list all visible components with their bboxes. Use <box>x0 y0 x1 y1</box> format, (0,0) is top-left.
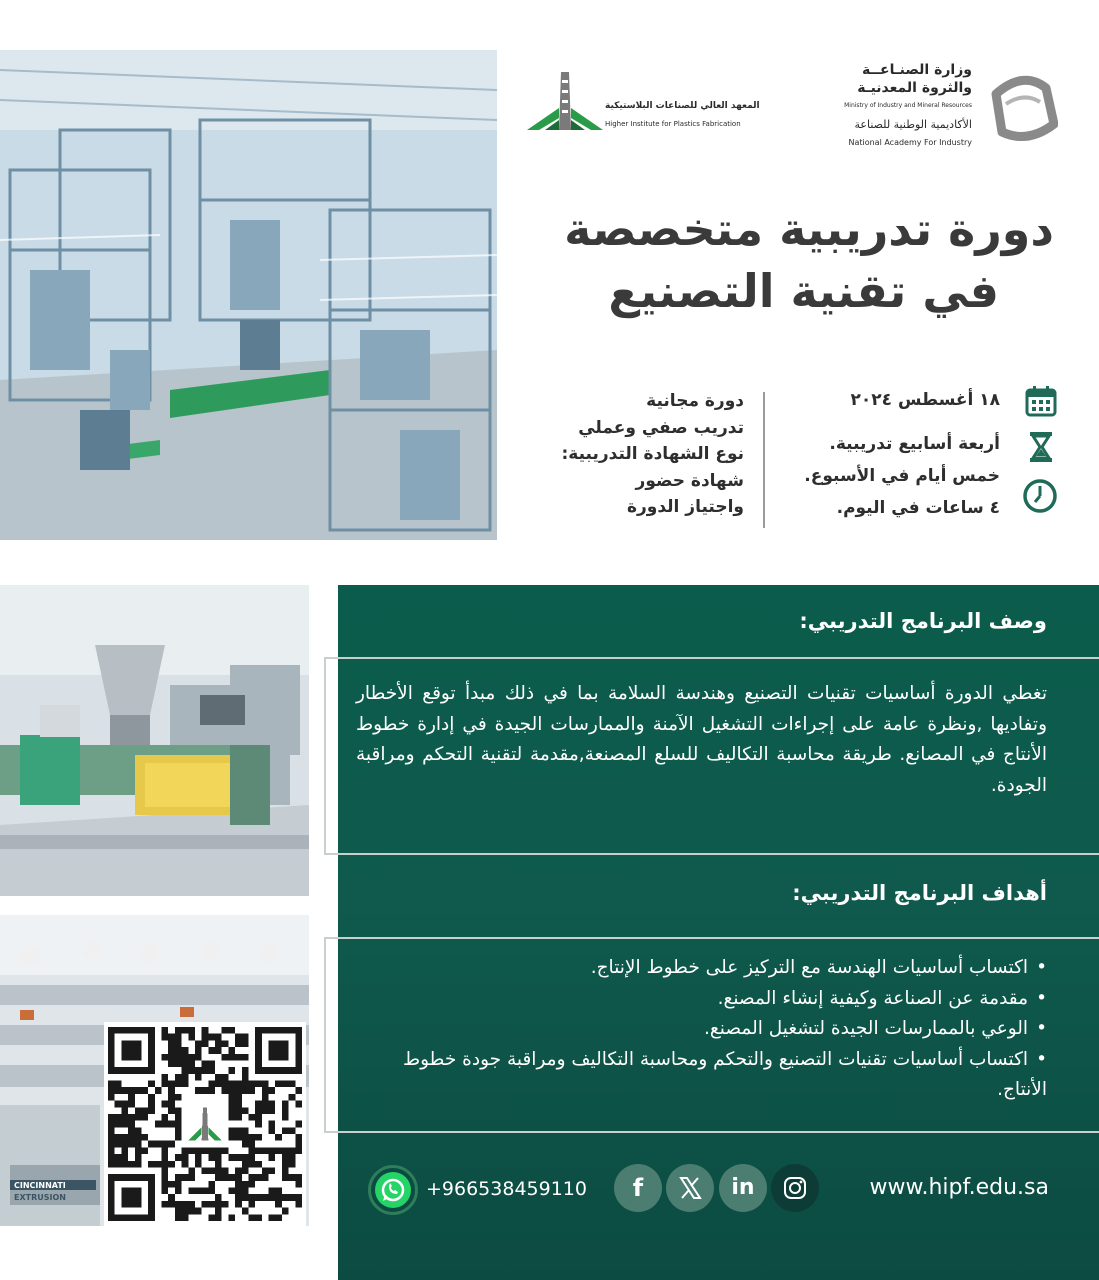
goal-item: • اكتساب أساسيات الهندسة مع التركيز على خطوط الإنتاج. <box>356 953 1047 984</box>
certificate-type-value-line1: شهادة حضور <box>635 470 744 491</box>
course-date: ١٨ أغسطس ٢٠٢٤ <box>850 390 1000 410</box>
hipf-name-ar: المعهد العالي للصناعات البلاستيكية <box>605 101 760 111</box>
academy-name-en: National Academy For Industry <box>848 138 972 147</box>
hipf-logo-mark-icon <box>525 68 605 134</box>
program-panel <box>338 585 1099 1280</box>
goal-item: • مقدمة عن الصناعة وكيفية إنشاء المصنع. <box>356 984 1047 1015</box>
website-link[interactable]: www.hipf.edu.sa <box>869 1175 1049 1200</box>
feature-training-type: تدريب صفي وعملي <box>578 417 744 438</box>
ministry-name-en: Ministry of Industry and Mineral Resources <box>844 102 972 109</box>
linkedin-icon[interactable]: in <box>719 1164 767 1212</box>
x-icon[interactable] <box>666 1164 714 1212</box>
description-text: تغطي الدورة أساسيات تقنيات التصنيع وهندسة السلامة بما في ذلك مبدأ توقع الأخطار وتفاديها ,ونظرة عامة على إجراءات التشغيل الآمنة والممارسات الجيدة في إدارة خطوط الأنتاج في المصانع. طريقة محاسبة التكاليف للسلع المصنعة,مقدمة لتقنية التحكم ومراقبة الجودة. <box>356 683 1047 796</box>
course-hours: ٤ ساعات في اليوم. <box>836 498 1000 518</box>
factory-photo-top <box>0 50 497 540</box>
qr-code-icon <box>108 1026 302 1222</box>
hipf-logo <box>525 68 760 134</box>
machine-photo-middle <box>0 585 309 896</box>
course-features <box>500 388 744 521</box>
certificate-type-label: نوع الشهادة التدريبية: <box>561 444 744 464</box>
description-box <box>324 657 1099 855</box>
certificate-type-value-line2: واجتياز الدورة <box>626 497 744 517</box>
ministry-logo <box>838 58 1058 153</box>
hipf-name-en: Higher Institute for Plastics Fabrication <box>605 120 741 128</box>
description-heading: وصف البرنامج التدريبي: <box>799 609 1047 633</box>
goal-item: • اكتساب أساسيات تقنيات التصنيع والتحكم ومحاسبة التكاليف ومراقبة جودة خطوط الأنتاج. <box>356 1045 1047 1106</box>
instagram-icon[interactable] <box>771 1164 819 1212</box>
hourglass-icon <box>1024 430 1058 464</box>
course-weeks: أربعة أسابيع تدريبية. <box>829 434 1000 454</box>
qr-code[interactable] <box>104 1022 306 1226</box>
course-title-line1: دورة تدريبية متخصصة <box>564 202 1054 256</box>
course-days: خمس أيام في الأسبوع. <box>804 466 1000 486</box>
goal-item: • الوعي بالممارسات الجيدة لتشغيل المصنع. <box>356 1014 1047 1045</box>
whatsapp-icon <box>375 1172 411 1208</box>
phone-number[interactable]: +966538459110 <box>426 1178 587 1200</box>
feature-free-course: دورة مجانية <box>646 391 744 411</box>
whatsapp-button[interactable] <box>368 1165 418 1215</box>
course-title <box>514 198 1054 322</box>
svg-text:CINCINNATI: CINCINNATI <box>14 1181 66 1190</box>
goals-heading: أهداف البرنامج التدريبي: <box>792 881 1047 905</box>
clock-icon <box>1022 478 1058 514</box>
ministry-name-ar-line1: وزارة الصنـاعــة <box>862 62 972 78</box>
goals-list <box>356 953 1047 1106</box>
ministry-emblem-icon <box>988 74 1058 144</box>
goals-box <box>324 937 1099 1133</box>
info-divider <box>763 392 765 528</box>
facebook-icon[interactable]: f <box>614 1164 662 1212</box>
svg-text:EXTRUSION: EXTRUSION <box>14 1193 66 1202</box>
academy-name-ar: الأكاديمية الوطنية للصناعة <box>854 118 972 131</box>
course-title-line2: في تقنية التصنيع <box>608 264 999 318</box>
ministry-name-ar-line2: والثروة المعدنيـة <box>857 80 972 96</box>
calendar-icon <box>1024 384 1058 418</box>
